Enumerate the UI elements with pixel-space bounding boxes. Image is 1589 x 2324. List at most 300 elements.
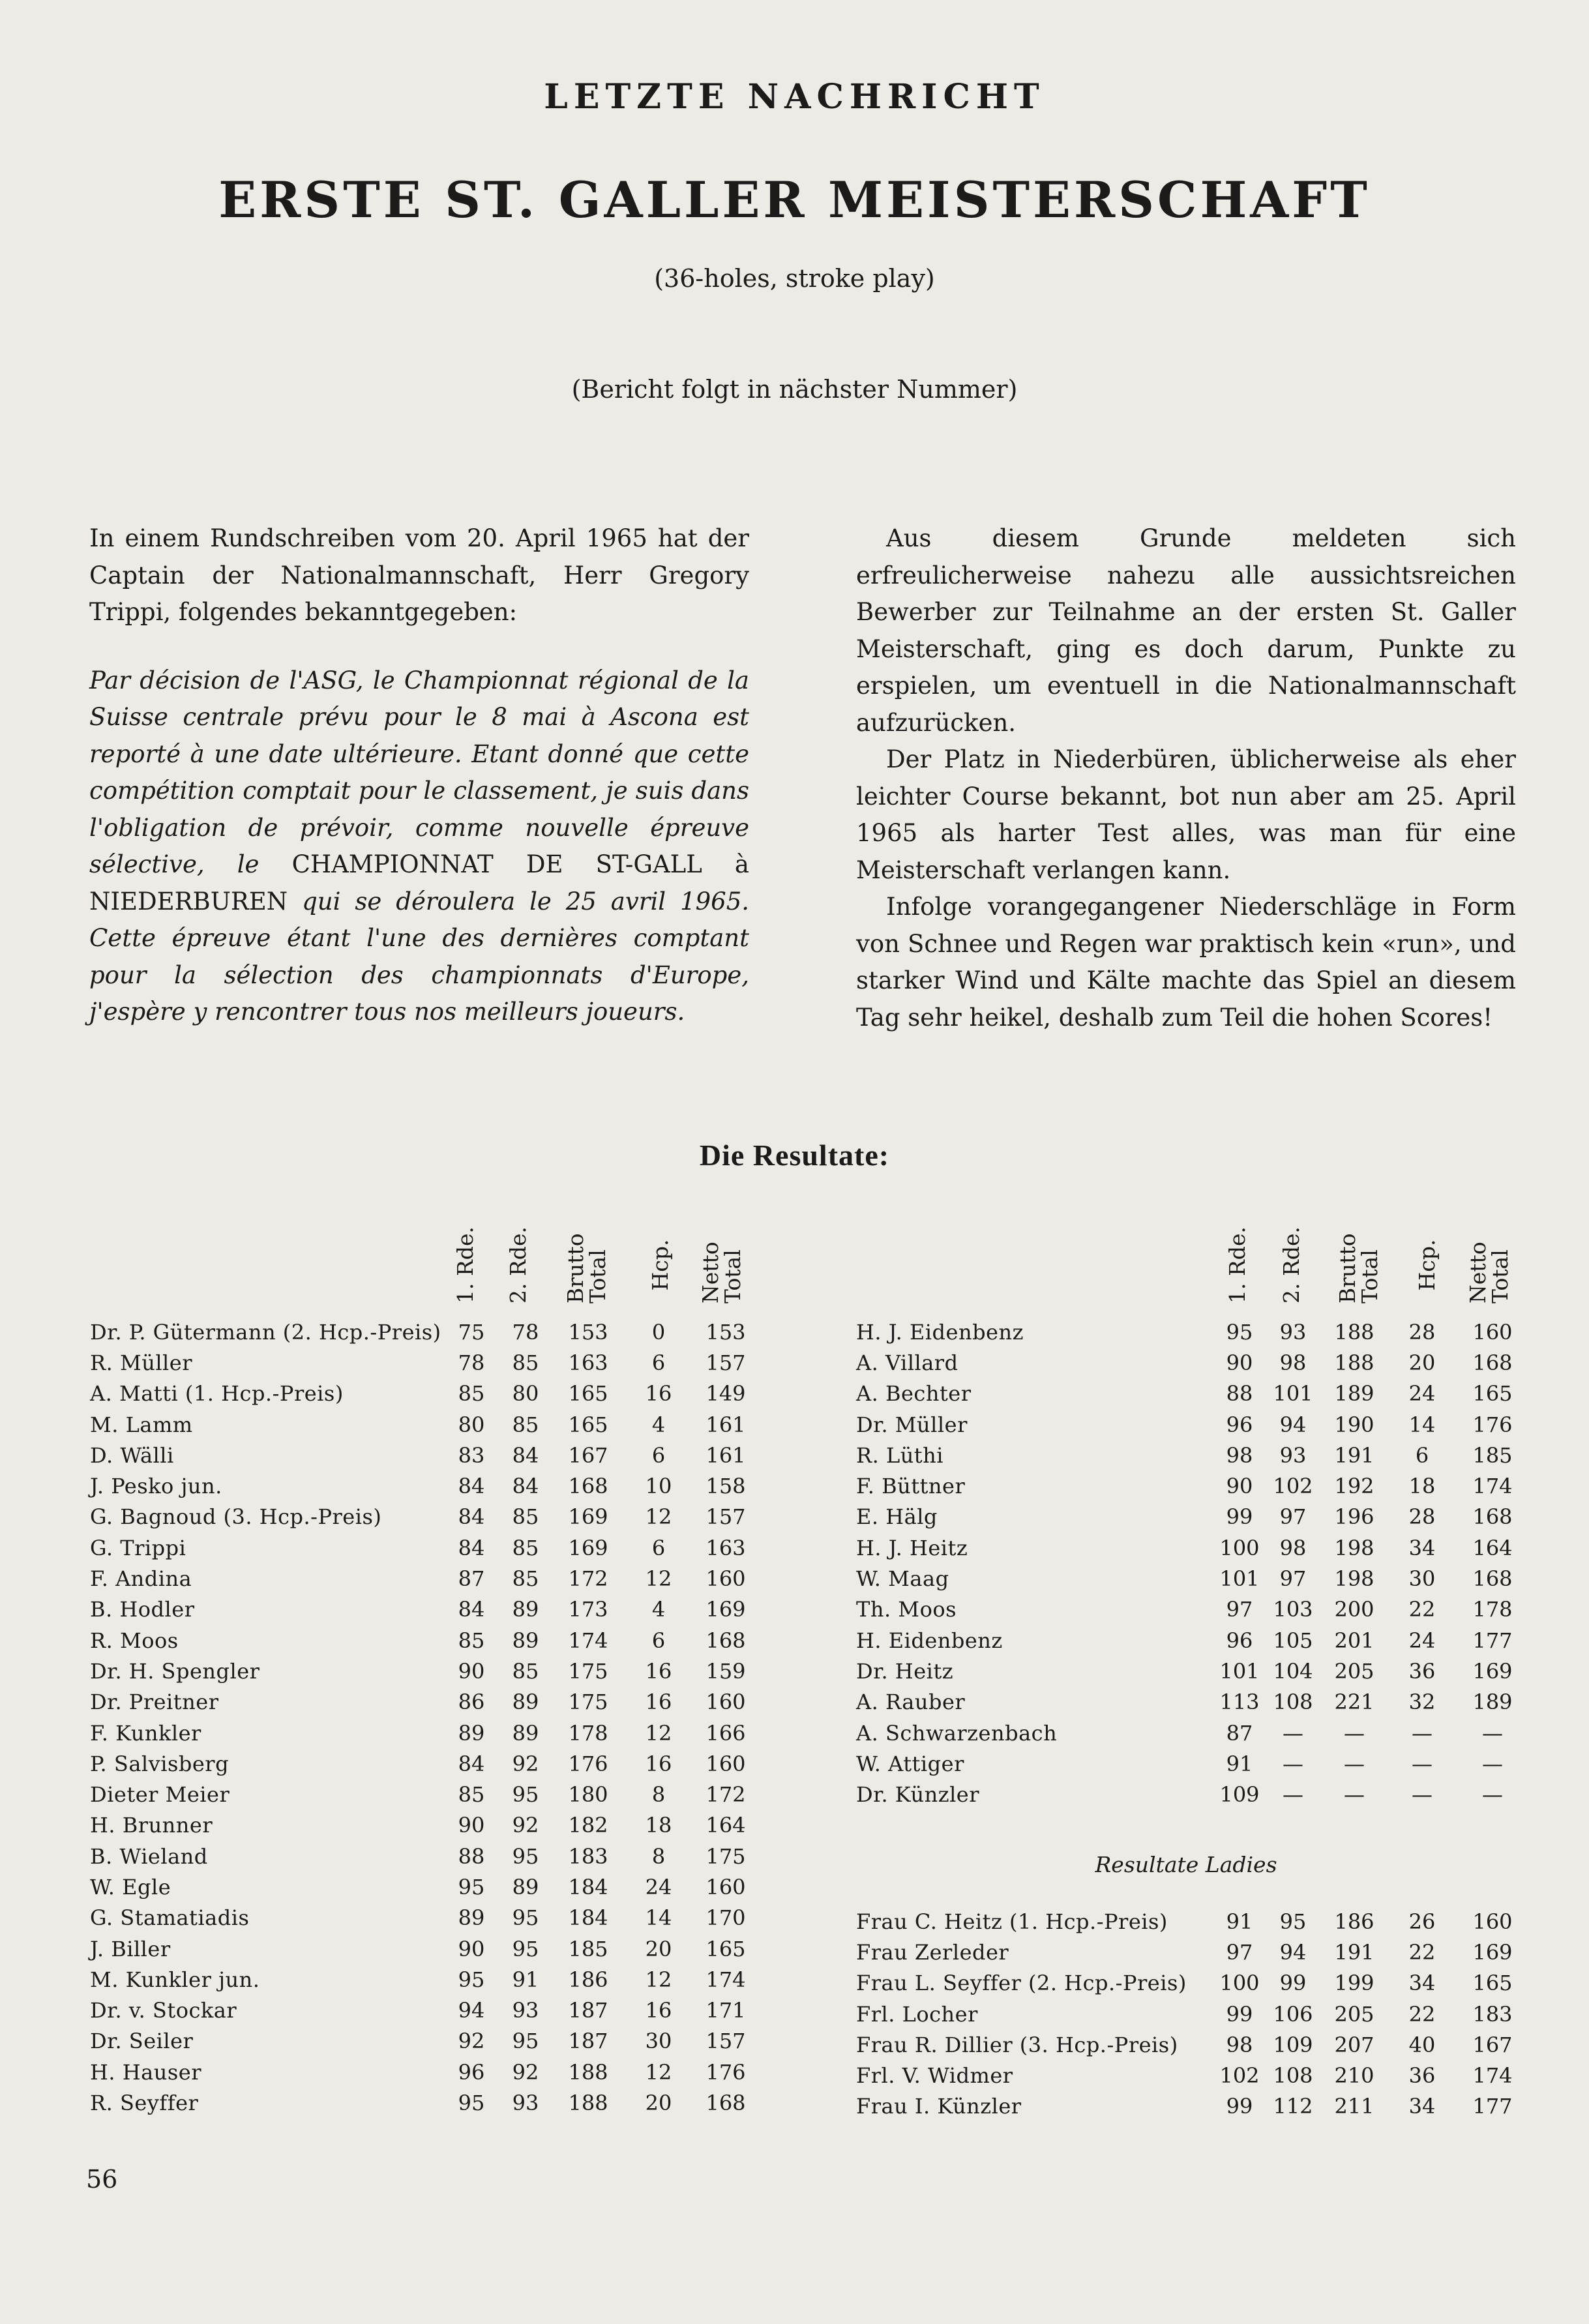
score-cell: 165 [705, 1936, 746, 1961]
score-cell: 85 [512, 1535, 539, 1560]
score-cell: 84 [458, 1504, 485, 1530]
table-row [90, 1470, 760, 1501]
score-cell: 90 [1226, 1474, 1253, 1499]
score-cell: 201 [1334, 1628, 1374, 1653]
score-cell: 104 [1273, 1658, 1313, 1684]
score-cell: 34 [1408, 2094, 1436, 2119]
score-cell: 84 [458, 1474, 485, 1499]
score-cell: 108 [1273, 2063, 1313, 2089]
score-cell: — [1482, 1720, 1503, 1746]
score-cell: 30 [645, 2029, 672, 2054]
score-cell: 98 [1279, 1350, 1307, 1375]
score-cell: 16 [645, 1381, 672, 1407]
score-cell: 80 [458, 1412, 485, 1437]
player-name: A. Villard [856, 1350, 958, 1375]
score-cell: — [1482, 1751, 1503, 1776]
score-cell: 112 [1273, 2094, 1313, 2119]
score-cell: 170 [705, 1905, 746, 1931]
score-cell: 153 [705, 1319, 746, 1345]
score-cell: 168 [1472, 1566, 1513, 1592]
score-cell: 14 [645, 1905, 672, 1931]
score-cell: 36 [1408, 2063, 1436, 2089]
score-cell: 95 [458, 1967, 485, 1992]
quote-text: Par décision de l'ASG, le Championnat régional de la Suisse centrale prévu pour le 8 mai à Ascona est reporté à une date ultérieure. Etant donné que cette compétition comptait pour le classement, je suis dans l'obligation de prévoir, comme nouvelle épreuve sélective, le [89, 666, 749, 878]
score-cell: 22 [1408, 1939, 1436, 1965]
player-name: Dr. H. Spengler [90, 1658, 260, 1684]
score-cell: 24 [1408, 1628, 1436, 1653]
score-cell: 8 [651, 1843, 666, 1869]
player-name: Frau I. Künzler [856, 2094, 1022, 2119]
score-cell: 34 [1408, 1971, 1436, 1996]
table-row [90, 1964, 760, 1995]
score-cell: 161 [705, 1442, 746, 1468]
score-cell: 20 [1408, 1350, 1436, 1375]
score-cell: 187 [568, 1998, 608, 2023]
score-cell: 198 [1334, 1566, 1374, 1592]
score-cell: 158 [705, 1474, 746, 1499]
score-cell: 91 [1226, 1909, 1253, 1934]
score-cell: 97 [1279, 1566, 1307, 1592]
score-cell: 90 [1226, 1350, 1253, 1375]
score-cell: 90 [458, 1658, 485, 1684]
score-cell: 168 [705, 2091, 746, 2116]
score-cell: 175 [568, 1658, 608, 1684]
player-name: J. Pesko jun. [90, 1474, 222, 1499]
score-cell: 93 [512, 2091, 539, 2116]
score-cell: 172 [568, 1566, 608, 1592]
score-cell: — [1412, 1720, 1433, 1746]
score-cell: 98 [1226, 1442, 1253, 1468]
player-name: A. Rauber [856, 1690, 966, 1715]
intro-right-column [856, 520, 1516, 1036]
score-cell: 4 [651, 1412, 666, 1437]
player-name: G. Trippi [90, 1535, 186, 1560]
score-cell: 92 [512, 1751, 539, 1776]
score-cell: 184 [568, 1905, 608, 1931]
score-cell: 161 [705, 1412, 746, 1437]
score-cell: 95 [1226, 1319, 1253, 1345]
score-cell: 24 [645, 1874, 672, 1899]
score-cell: 18 [645, 1813, 672, 1838]
table-row [90, 1532, 760, 1563]
score-cell: 163 [705, 1535, 746, 1560]
score-cell: 85 [512, 1412, 539, 1437]
score-cell: 97 [1226, 1597, 1253, 1622]
player-name: P. Salvisberg [90, 1751, 230, 1776]
player-name: A. Schwarzenbach [856, 1720, 1058, 1746]
score-cell: 102 [1273, 1474, 1313, 1499]
score-cell: 174 [1472, 1474, 1513, 1499]
score-cell: 28 [1408, 1504, 1436, 1530]
quote-paragraph [89, 663, 749, 1031]
score-cell: 198 [1334, 1535, 1374, 1560]
score-cell: 92 [458, 2029, 485, 2054]
player-name: A. Matti (1. Hcp.-Preis) [90, 1381, 344, 1407]
score-cell: 199 [1334, 1971, 1374, 1996]
score-cell: 175 [568, 1690, 608, 1715]
score-cell: 165 [568, 1412, 608, 1437]
score-cell: 164 [705, 1813, 746, 1838]
score-cell: 40 [1408, 2032, 1436, 2057]
score-cell: 176 [568, 1751, 608, 1776]
score-cell: 97 [1226, 1939, 1253, 1965]
player-name: R. Moos [90, 1628, 179, 1653]
player-name: B. Hodler [90, 1597, 195, 1622]
score-cell: 106 [1273, 2001, 1313, 2027]
player-name: F. Kunkler [90, 1720, 201, 1746]
page-title: ERSTE ST. GALLER MEISTERSCHAFT [218, 171, 1371, 229]
score-cell: 93 [512, 1998, 539, 2023]
score-cell: 160 [1472, 1319, 1513, 1345]
player-name: Frau Zerleder [856, 1939, 1009, 1965]
score-cell: 34 [1408, 1535, 1436, 1560]
report-paragraph: Aus diesem Grunde meldeten sich erfreulicherweise nahezu alle aussichtsreichen Bewerber zur Teilnahme an der ersten St. Galler Meisterschaft, ging es doch darum, Punkte zu erspielen, um eventuell in die Nationalmannschaft aufzurücken. [856, 524, 1516, 737]
score-cell: 18 [1408, 1474, 1436, 1499]
score-cell: 160 [705, 1566, 746, 1592]
score-cell: 84 [458, 1597, 485, 1622]
player-name: Frau R. Dillier (3. Hcp.-Preis) [856, 2032, 1178, 2057]
player-name: Frl. Locher [856, 2001, 978, 2027]
score-cell: 101 [1273, 1381, 1313, 1407]
score-cell: 94 [458, 1998, 485, 2023]
score-cell: 189 [1334, 1381, 1374, 1407]
score-cell: 85 [512, 1566, 539, 1592]
player-name: E. Hälg [856, 1504, 938, 1530]
score-cell: 165 [568, 1381, 608, 1407]
score-cell: 12 [645, 2059, 672, 2085]
score-cell: 100 [1219, 1535, 1260, 1560]
table-row [90, 1502, 760, 1532]
table-row [90, 1779, 760, 1810]
score-cell: 94 [1279, 1939, 1307, 1965]
score-cell: 10 [645, 1474, 672, 1499]
score-cell: 97 [1279, 1504, 1307, 1530]
score-cell: 188 [568, 2091, 608, 2116]
player-name: H. Eidenbenz [856, 1628, 1003, 1653]
score-cell: 92 [512, 1813, 539, 1838]
table-row [856, 1999, 1529, 2029]
table-row [856, 1440, 1529, 1470]
score-cell: 169 [1472, 1658, 1513, 1684]
score-cell: 160 [705, 1751, 746, 1776]
player-name: G. Stamatiadis [90, 1905, 250, 1931]
score-cell: 169 [568, 1504, 608, 1530]
table-row [90, 1440, 760, 1470]
player-name: H. Hauser [90, 2059, 201, 2085]
table-row [856, 2091, 1529, 2122]
score-cell: 186 [1334, 1909, 1374, 1934]
quote-event-name: CHAMPIONNAT DE ST-GALL à NIEDERBUREN [89, 850, 749, 916]
player-name: Frau L. Seyffer (2. Hcp.-Preis) [856, 1971, 1187, 1996]
score-cell: 84 [458, 1535, 485, 1560]
player-name: Dr. Preitner [90, 1690, 219, 1715]
score-cell: — [1482, 1782, 1503, 1808]
score-cell: 16 [645, 1658, 672, 1684]
score-cell: 91 [512, 1967, 539, 1992]
ladies-heading: Resultate Ladies [1095, 1852, 1277, 1877]
score-cell: 165 [1472, 1381, 1513, 1407]
score-cell: 99 [1279, 1971, 1307, 1996]
report-paragraph: Der Platz in Niederbüren, üblicherweise als eher leichter Course bekannt, bot nun aber am 25. April 1965 als harter Test alles, was man für eine Meisterschaft verlangen kann. [856, 745, 1516, 884]
score-cell: 177 [1472, 2094, 1513, 2119]
table-row [90, 1748, 760, 1779]
score-cell: 174 [705, 1967, 746, 1992]
column-header: 2. Rde. [505, 1227, 531, 1304]
score-cell: 200 [1334, 1597, 1374, 1622]
score-cell: 95 [512, 1782, 539, 1808]
score-cell: 196 [1334, 1504, 1374, 1530]
score-cell: — [1412, 1782, 1433, 1808]
score-cell: 89 [458, 1905, 485, 1931]
score-cell: 91 [1226, 1751, 1253, 1776]
player-name: H. Brunner [90, 1813, 213, 1838]
table-row [856, 1594, 1529, 1625]
score-cell: 87 [1226, 1720, 1253, 1746]
column-header: Netto Total [698, 1242, 745, 1304]
section-kicker: LETZTE NACHRICHT [544, 77, 1045, 117]
table-row [856, 1502, 1529, 1532]
player-name: Frau C. Heitz (1. Hcp.-Preis) [856, 1909, 1168, 1934]
score-cell: 157 [705, 1504, 746, 1530]
score-cell: 182 [568, 1813, 608, 1838]
score-cell: 174 [1472, 2063, 1513, 2089]
column-header: Brutto Total [1335, 1233, 1382, 1304]
score-cell: 93 [1279, 1442, 1307, 1468]
score-cell: 89 [512, 1628, 539, 1653]
table-row [90, 1563, 760, 1594]
table-row [856, 2060, 1529, 2091]
player-name: F. Andina [90, 1566, 192, 1592]
table-row [90, 2057, 760, 2087]
player-name: W. Egle [90, 1874, 171, 1899]
player-name: Dr. Künzler [856, 1782, 980, 1808]
score-cell: 191 [1334, 1939, 1374, 1965]
score-cell: 12 [645, 1566, 672, 1592]
score-cell: 90 [458, 1936, 485, 1961]
score-cell: — [1344, 1751, 1365, 1776]
score-cell: 86 [458, 1690, 485, 1715]
score-cell: 190 [1334, 1412, 1374, 1437]
table-row [90, 2087, 760, 2118]
table-row [856, 1937, 1529, 1967]
column-header: 1. Rde. [1225, 1227, 1250, 1304]
score-cell: 180 [568, 1782, 608, 1808]
score-cell: 171 [705, 1998, 746, 2023]
table-row [90, 1718, 760, 1748]
score-cell: — [1344, 1720, 1365, 1746]
score-cell: 169 [705, 1597, 746, 1622]
score-cell: 168 [705, 1628, 746, 1653]
table-row [856, 1718, 1529, 1748]
table-row [856, 1532, 1529, 1563]
player-name: G. Bagnoud (3. Hcp.-Preis) [90, 1504, 382, 1530]
player-name: W. Attiger [856, 1751, 964, 1776]
column-header: Netto Total [1465, 1242, 1513, 1304]
score-cell: 184 [568, 1874, 608, 1899]
player-name: Dr. v. Stockar [90, 1998, 237, 2023]
score-cell: 24 [1408, 1381, 1436, 1407]
quote-text: qui se déroulera le 25 avril 1965. Cette épreuve étant l'une des dernières comptant pour la sélection des championnats d'Europe, j'espère y rencontrer tous nos meilleurs joueurs. [89, 887, 750, 1026]
score-cell: 96 [1226, 1412, 1253, 1437]
score-cell: 188 [1334, 1350, 1374, 1375]
score-cell: 172 [705, 1782, 746, 1808]
table-row [90, 1995, 760, 2026]
player-name: R. Lüthi [856, 1442, 943, 1468]
table-row [856, 1378, 1529, 1409]
score-cell: 85 [458, 1628, 485, 1653]
results-table-right [856, 1317, 1529, 1810]
score-cell: 85 [512, 1504, 539, 1530]
score-cell: 95 [1279, 1909, 1307, 1934]
score-cell: 84 [512, 1474, 539, 1499]
score-cell: 166 [705, 1720, 746, 1746]
score-cell: 85 [458, 1381, 485, 1407]
table-row [856, 1748, 1529, 1779]
table-row [90, 1841, 760, 1871]
score-cell: 177 [1472, 1628, 1513, 1653]
column-header: 1. Rde. [453, 1227, 478, 1304]
score-cell: 16 [645, 1690, 672, 1715]
score-cell: 83 [458, 1442, 485, 1468]
results-table-ladies [856, 1906, 1529, 2122]
score-cell: 105 [1273, 1628, 1313, 1653]
table-row [90, 1347, 760, 1378]
table-row [856, 1687, 1529, 1718]
score-cell: 6 [651, 1628, 666, 1653]
score-cell: 113 [1219, 1690, 1260, 1715]
table-row [856, 1409, 1529, 1440]
score-cell: 16 [645, 1751, 672, 1776]
table-row [90, 1378, 760, 1409]
score-cell: 101 [1219, 1566, 1260, 1592]
score-cell: 32 [1408, 1690, 1436, 1715]
player-name: R. Müller [90, 1350, 193, 1375]
score-cell: 22 [1408, 2001, 1436, 2027]
score-cell: 167 [568, 1442, 608, 1468]
player-name: M. Lamm [90, 1412, 193, 1437]
score-cell: 28 [1408, 1319, 1436, 1345]
score-cell: 210 [1334, 2063, 1374, 2089]
score-cell: 164 [1472, 1535, 1513, 1560]
table-row [90, 1903, 760, 1933]
score-cell: 188 [1334, 1319, 1374, 1345]
score-cell: 157 [705, 1350, 746, 1375]
score-cell: 176 [705, 2059, 746, 2085]
score-cell: 175 [705, 1843, 746, 1869]
table-row [856, 1347, 1529, 1378]
score-cell: 153 [568, 1319, 608, 1345]
score-cell: 16 [645, 1998, 672, 2023]
results-heading: Die Resultate: [699, 1139, 890, 1172]
table-row [856, 1563, 1529, 1594]
score-cell: 99 [1226, 2001, 1253, 2027]
score-cell: 95 [512, 1936, 539, 1961]
score-cell: 185 [1472, 1442, 1513, 1468]
score-cell: 89 [512, 1874, 539, 1899]
player-name: H. J. Heitz [856, 1535, 968, 1560]
score-cell: 178 [1472, 1597, 1513, 1622]
table-row [90, 1656, 760, 1686]
score-cell: 191 [1334, 1442, 1374, 1468]
player-name: Dr. P. Gütermann (2. Hcp.-Preis) [90, 1319, 441, 1345]
player-name: D. Wälli [90, 1442, 174, 1468]
score-cell: 6 [651, 1442, 666, 1468]
score-cell: 12 [645, 1720, 672, 1746]
score-cell: 98 [1226, 2032, 1253, 2057]
score-cell: 84 [458, 1751, 485, 1776]
score-cell: 89 [512, 1690, 539, 1715]
score-cell: 95 [512, 1905, 539, 1931]
score-cell: 92 [512, 2059, 539, 2085]
score-cell: 14 [1408, 1412, 1436, 1437]
score-cell: 8 [651, 1782, 666, 1808]
table-row [856, 1968, 1529, 1999]
score-cell: 95 [458, 1874, 485, 1899]
score-cell: 95 [458, 2091, 485, 2116]
player-name: H. J. Eidenbenz [856, 1319, 1024, 1345]
score-cell: 95 [512, 2029, 539, 2054]
score-cell: 168 [568, 1474, 608, 1499]
score-cell: 95 [512, 1843, 539, 1869]
score-cell: 85 [512, 1350, 539, 1375]
player-name: W. Maag [856, 1566, 949, 1592]
score-cell: 173 [568, 1597, 608, 1622]
score-cell: 101 [1219, 1658, 1260, 1684]
table-row [90, 1409, 760, 1440]
score-cell: 94 [1279, 1412, 1307, 1437]
score-cell: 80 [512, 1381, 539, 1407]
results-table-left [90, 1317, 760, 2119]
score-cell: 108 [1273, 1690, 1313, 1715]
score-cell: 87 [458, 1566, 485, 1592]
score-cell: 183 [1472, 2001, 1513, 2027]
score-cell: 26 [1408, 1909, 1436, 1934]
player-name: B. Wieland [90, 1843, 208, 1869]
score-cell: 168 [1472, 1504, 1513, 1530]
player-name: J. Biller [90, 1936, 171, 1961]
score-cell: 96 [1226, 1628, 1253, 1653]
table-row [90, 1810, 760, 1841]
score-cell: 93 [1279, 1319, 1307, 1345]
table-row [90, 1625, 760, 1656]
player-name: R. Seyffer [90, 2091, 199, 2116]
score-cell: 160 [705, 1690, 746, 1715]
table-row [856, 1906, 1529, 1937]
score-cell: — [1412, 1751, 1433, 1776]
score-cell: 102 [1219, 2063, 1260, 2089]
score-cell: 185 [568, 1936, 608, 1961]
score-cell: — [1344, 1782, 1365, 1808]
table-row [90, 1594, 760, 1625]
score-cell: 78 [512, 1319, 539, 1345]
score-cell: 88 [458, 1843, 485, 1869]
score-cell: 168 [1472, 1350, 1513, 1375]
column-header: Hcp. [1414, 1239, 1440, 1291]
table-row [856, 1625, 1529, 1656]
page-number: 56 [86, 2165, 118, 2194]
score-cell: 6 [651, 1350, 666, 1375]
report-note: (Bericht folgt in nächster Nummer) [571, 375, 1018, 404]
player-name: F. Büttner [856, 1474, 966, 1499]
score-cell: 176 [1472, 1412, 1513, 1437]
table-row [90, 2026, 760, 2057]
score-cell: 99 [1226, 2094, 1253, 2119]
score-cell: 157 [705, 2029, 746, 2054]
score-cell: 75 [458, 1319, 485, 1345]
report-paragraph: Infolge vorangegangener Niederschläge in Form von Schnee und Regen war praktisch kein «run», und starker Wind und Kälte machte das Spiel an diesem Tag sehr heikel, deshalb zum Teil die hohen Scores! [856, 893, 1516, 1032]
intro-paragraph: In einem Rundschreiben vom 20. April 1965 hat der Captain der Nationalmannschaft, Herr Gregory Trippi, folgendes bekanntgegeben: [89, 524, 749, 626]
player-name: Dieter Meier [90, 1782, 230, 1808]
